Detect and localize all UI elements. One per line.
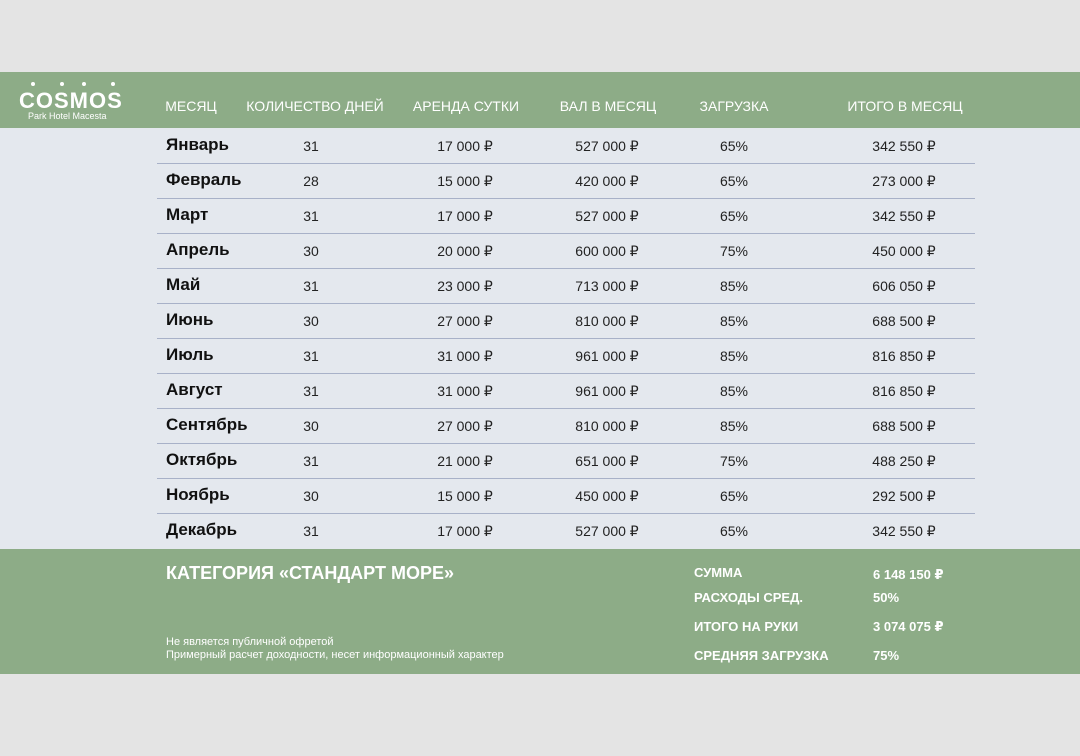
logo-dot bbox=[111, 82, 115, 86]
month-cell: Июнь bbox=[166, 310, 214, 329]
monthly-total-cell: 688 500 ₽ bbox=[872, 313, 936, 329]
month-cell: Январь bbox=[166, 135, 230, 154]
month-cell: Март bbox=[166, 205, 209, 224]
occupancy-cell: 85% bbox=[719, 278, 749, 294]
monthly-total-cell: 342 550 ₽ bbox=[872, 208, 936, 224]
table-row bbox=[157, 198, 975, 234]
summary-value-total: 6 148 150 ₽ bbox=[873, 567, 944, 582]
daily-rent-cell: 20 000 ₽ bbox=[437, 243, 493, 259]
monthly-total-cell: 816 850 ₽ bbox=[872, 383, 936, 399]
days-cell: 30 bbox=[303, 243, 319, 259]
days-cell: 31 bbox=[303, 383, 319, 399]
daily-rent-cell: 31 000 ₽ bbox=[437, 348, 493, 364]
month-cell: Ноябрь bbox=[166, 485, 230, 504]
days-cell: 31 bbox=[303, 453, 319, 469]
month-cell: Август bbox=[166, 380, 223, 399]
summary-footer bbox=[0, 549, 1080, 674]
monthly-gross-cell: 810 000 ₽ bbox=[575, 313, 639, 329]
monthly-gross-cell: 810 000 ₽ bbox=[575, 418, 639, 434]
occupancy-cell: 85% bbox=[719, 418, 749, 434]
summary-value-net: 3 074 075 ₽ bbox=[873, 619, 944, 634]
summary-value-avg-occupancy: 75% bbox=[873, 648, 900, 663]
category-title: КАТЕГОРИЯ «СТАНДАРТ МОРЕ» bbox=[166, 563, 454, 583]
month-cell: Апрель bbox=[166, 240, 230, 259]
table-row bbox=[157, 233, 975, 269]
daily-rent-cell: 17 000 ₽ bbox=[437, 208, 493, 224]
monthly-gross-cell: 420 000 ₽ bbox=[575, 173, 639, 189]
table-row bbox=[157, 338, 975, 374]
days-cell: 30 bbox=[303, 313, 319, 329]
daily-rent-cell: 23 000 ₽ bbox=[437, 278, 493, 294]
table-row bbox=[157, 443, 975, 479]
days-cell: 31 bbox=[303, 523, 319, 539]
disclaimer-note: Примерный расчет доходности, несет информационный характер bbox=[166, 649, 504, 661]
monthly-gross-cell: 450 000 ₽ bbox=[575, 488, 639, 504]
monthly-total-cell: 342 550 ₽ bbox=[872, 523, 936, 539]
table-row bbox=[157, 128, 975, 164]
column-header-month: МЕСЯЦ bbox=[165, 98, 217, 114]
month-cell: Май bbox=[166, 275, 201, 294]
daily-rent-cell: 17 000 ₽ bbox=[437, 523, 493, 539]
logo-dot bbox=[31, 82, 35, 86]
monthly-total-cell: 292 500 ₽ bbox=[872, 488, 936, 504]
table-row bbox=[157, 513, 975, 548]
daily-rent-cell: 15 000 ₽ bbox=[437, 488, 493, 504]
days-cell: 31 bbox=[303, 138, 319, 154]
monthly-gross-cell: 961 000 ₽ bbox=[575, 383, 639, 399]
monthly-gross-cell: 600 000 ₽ bbox=[575, 243, 639, 259]
table-row bbox=[157, 303, 975, 339]
daily-rent-cell: 17 000 ₽ bbox=[437, 138, 493, 154]
logo-dot bbox=[60, 82, 64, 86]
monthly-gross-cell: 961 000 ₽ bbox=[575, 348, 639, 364]
month-cell: Декабрь bbox=[166, 520, 238, 539]
logo-wordmark: COSMOS bbox=[19, 88, 123, 113]
month-cell: Октябрь bbox=[166, 450, 238, 469]
monthly-total-cell: 688 500 ₽ bbox=[872, 418, 936, 434]
month-cell: Июль bbox=[166, 345, 214, 364]
occupancy-cell: 75% bbox=[719, 243, 749, 259]
month-cell: Февраль bbox=[166, 170, 242, 189]
column-header-monthly-gross: ВАЛ В МЕСЯЦ bbox=[559, 98, 657, 114]
occupancy-cell: 75% bbox=[719, 453, 749, 469]
table-row bbox=[157, 373, 975, 409]
summary-label-net: ИТОГО НА РУКИ bbox=[694, 619, 799, 634]
summary-label-expenses: РАСХОДЫ СРЕД. bbox=[694, 590, 803, 605]
monthly-gross-cell: 527 000 ₽ bbox=[575, 208, 639, 224]
occupancy-cell: 85% bbox=[719, 383, 749, 399]
days-cell: 30 bbox=[303, 418, 319, 434]
days-cell: 31 bbox=[303, 348, 319, 364]
monthly-total-cell: 816 850 ₽ bbox=[872, 348, 936, 364]
occupancy-cell: 65% bbox=[719, 138, 749, 154]
table-row bbox=[157, 268, 975, 304]
occupancy-cell: 65% bbox=[719, 173, 749, 189]
monthly-total-cell: 342 550 ₽ bbox=[872, 138, 936, 154]
days-cell: 30 bbox=[303, 488, 319, 504]
occupancy-cell: 65% bbox=[719, 523, 749, 539]
table-row bbox=[157, 478, 975, 514]
daily-rent-cell: 15 000 ₽ bbox=[437, 173, 493, 189]
monthly-gross-cell: 527 000 ₽ bbox=[575, 138, 639, 154]
days-cell: 28 bbox=[303, 173, 319, 189]
table-row bbox=[157, 408, 975, 444]
occupancy-cell: 65% bbox=[719, 208, 749, 224]
disclaimer-note: Не является публичной офретой bbox=[166, 636, 334, 648]
column-header-monthly-total: ИТОГО В МЕСЯЦ bbox=[847, 98, 963, 114]
monthly-gross-cell: 527 000 ₽ bbox=[575, 523, 639, 539]
daily-rent-cell: 31 000 ₽ bbox=[437, 383, 493, 399]
monthly-total-cell: 488 250 ₽ bbox=[872, 453, 936, 469]
table-row bbox=[157, 163, 975, 199]
logo-dot bbox=[82, 82, 86, 86]
summary-label-avg-occupancy: СРЕДНЯЯ ЗАГРУЗКА bbox=[694, 648, 829, 663]
income-table bbox=[0, 128, 1080, 549]
monthly-total-cell: 273 000 ₽ bbox=[872, 173, 936, 189]
monthly-total-cell: 606 050 ₽ bbox=[872, 278, 936, 294]
summary-value-expenses: 50% bbox=[873, 590, 900, 605]
column-header-days: КОЛИЧЕСТВО ДНЕЙ bbox=[246, 98, 384, 114]
cosmos-logo bbox=[19, 80, 129, 122]
occupancy-cell: 85% bbox=[719, 348, 749, 364]
header-bar bbox=[0, 72, 1080, 128]
column-header-occupancy: ЗАГРУЗКА bbox=[699, 98, 769, 114]
column-header-daily-rent: АРЕНДА СУТКИ bbox=[412, 98, 520, 114]
occupancy-cell: 85% bbox=[719, 313, 749, 329]
monthly-gross-cell: 651 000 ₽ bbox=[575, 453, 639, 469]
monthly-total-cell: 450 000 ₽ bbox=[872, 243, 936, 259]
daily-rent-cell: 27 000 ₽ bbox=[437, 313, 493, 329]
days-cell: 31 bbox=[303, 208, 319, 224]
monthly-gross-cell: 713 000 ₽ bbox=[575, 278, 639, 294]
summary-label-total: СУММА bbox=[694, 565, 743, 580]
month-cell: Сентябрь bbox=[166, 415, 248, 434]
daily-rent-cell: 21 000 ₽ bbox=[437, 453, 493, 469]
occupancy-cell: 65% bbox=[719, 488, 749, 504]
logo-subtitle: Park Hotel Macesta bbox=[28, 111, 107, 121]
daily-rent-cell: 27 000 ₽ bbox=[437, 418, 493, 434]
days-cell: 31 bbox=[303, 278, 319, 294]
